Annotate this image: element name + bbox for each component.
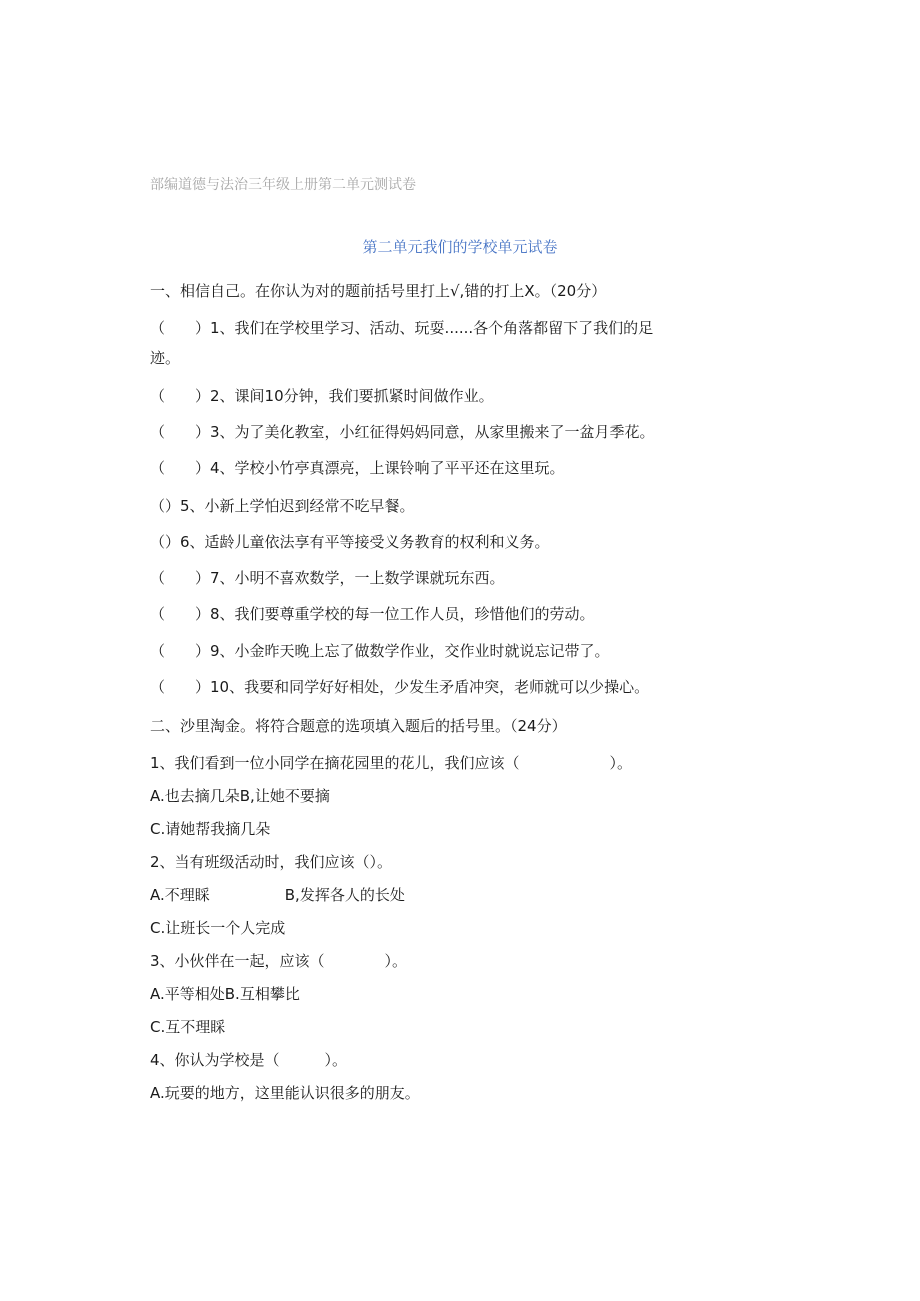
question-item: （ ）1、我们在学校里学习、活动、玩耍......各个角落都留下了我们的足 (150, 319, 654, 337)
question-item: （ ）3、为了美化教室，小红征得妈妈同意，从家里搬来了一盆月季花。 (150, 423, 655, 441)
question-item: （）5、小新上学怕迟到经常不吃早餐。 (150, 497, 415, 515)
question-item: （ ）4、学校小竹亭真漂亮，上课铃响了平平还在这里玩。 (150, 459, 565, 477)
question-item: （ ）2、课间10分钟，我们要抓紧时间做作业。 (150, 387, 494, 405)
question-item: （ ）10、我要和同学好好相处，少发生矛盾冲突，老师就可以少操心。 (150, 678, 650, 696)
question-item: （ ）9、小金昨天晚上忘了做数学作业，交作业时就说忘记带了。 (150, 642, 610, 660)
header-note: 部编道德与法治三年级上册第二单元测试卷 (150, 177, 416, 193)
choice-line: A.也去摘几朵B,让她不要摘 (150, 787, 330, 805)
choice-line: 4、你认为学校是（ ）。 (150, 1051, 348, 1069)
choice-line: A.玩要的地方，这里能认识很多的朋友。 (150, 1084, 420, 1102)
question-item: 迹。 (150, 349, 181, 367)
choice-line: A.平等相处B.互相攀比 (150, 985, 300, 1003)
choice-line: C.互不理睬 (150, 1018, 226, 1036)
choice-line: 1、我们看到一位小同学在摘花园里的花儿，我们应该（ ）。 (150, 754, 633, 772)
choice-line: C.让班长一个人完成 (150, 919, 286, 937)
choice-line: 3、小伙伴在一起，应该（ ）。 (150, 952, 408, 970)
question-item: （）6、适龄儿童依法享有平等接受义务教育的权利和义务。 (150, 533, 550, 551)
page-subtitle: 第二单元我们的学校单元试卷 (362, 238, 558, 256)
question-item: （ ）8、我们要尊重学校的每一位工作人员，珍惜他们的劳动。 (150, 605, 595, 623)
section1-heading: 一、相信自己。在你认为对的题前括号里打上√,错的打上X。（20分） (150, 282, 607, 300)
question-item: （ ）7、小明不喜欢数学，一上数学课就玩东西。 (150, 569, 505, 587)
choice-line: 2、当有班级活动时，我们应该（）。 (150, 853, 393, 871)
choice-line: A.不理睬 B,发挥各人的长处 (150, 886, 405, 904)
choice-line: C.请她帮我摘几朵 (150, 820, 271, 838)
section2-heading: 二、沙里淘金。将符合题意的选项填入题后的括号里。（24分） (150, 717, 567, 735)
